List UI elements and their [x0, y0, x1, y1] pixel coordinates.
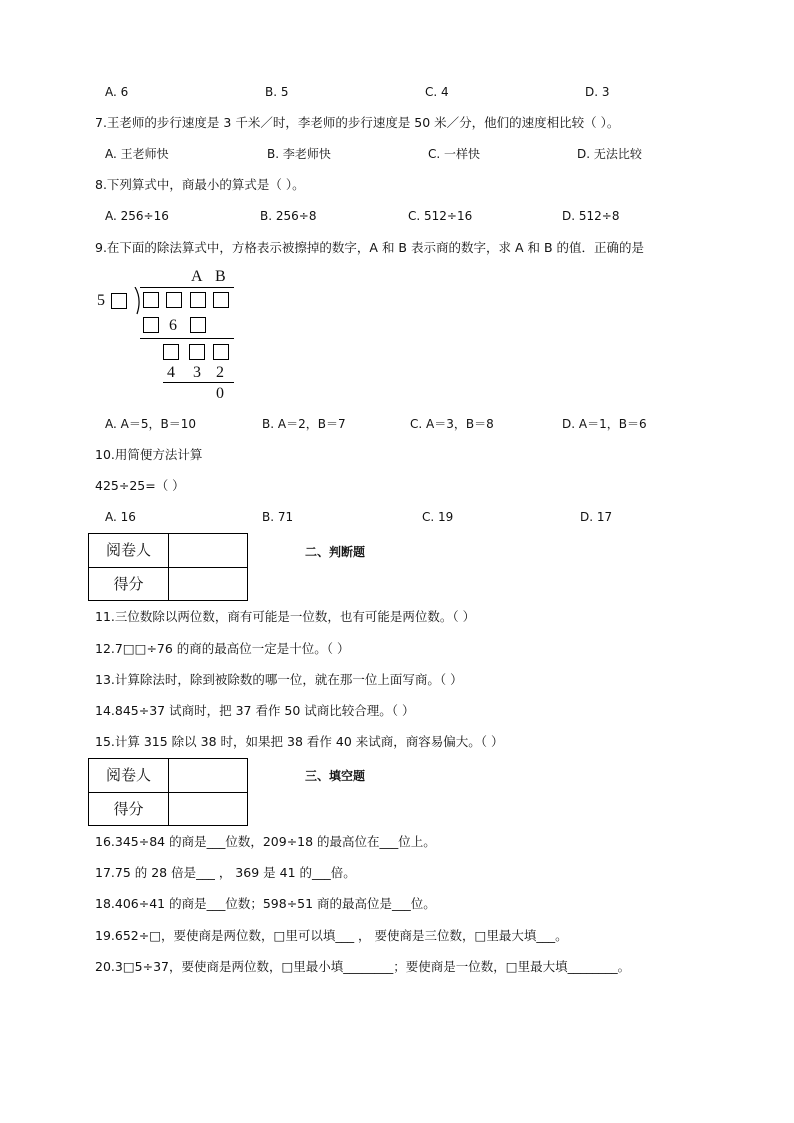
reviewer-label: 阅卷人 — [105, 541, 151, 559]
q10-option-a: A. 16 — [105, 510, 136, 524]
q6-option-b: B. 5 — [265, 85, 289, 99]
question-9: 9.在下面的除法算式中，方格表示被擦掉的数字，A 和 B 表示商的数字，求 A 和 B 的值．正确的是 — [95, 240, 644, 255]
score-box — [88, 758, 248, 826]
q7-option-a: A. 王老师快 — [105, 147, 169, 161]
question-10-expression: 425÷25=（ ） — [95, 478, 185, 493]
q10-option-d: D. 17 — [580, 510, 613, 524]
reviewer-label: 阅卷人 — [105, 766, 151, 784]
subtraction-line — [140, 338, 234, 339]
q8-option-d: D. 512÷8 — [562, 209, 620, 223]
question-8: 8.下列算式中，商最小的算式是（ ）。 — [95, 177, 305, 192]
section-title-fill-blank: 三、填空题 — [305, 769, 366, 783]
question-7: 7.王老师的步行速度是 3 千米／时，李老师的步行速度是 50 米／分，他们的速度相比较（ ）。 — [95, 115, 620, 130]
quotient-a: A — [191, 268, 203, 285]
section-title-judgement: 二、判断题 — [305, 545, 366, 559]
question-17: 17.75 的 28 倍是___ ， 369 是 41 的___倍。 — [95, 865, 356, 880]
q8-option-a: A. 256÷16 — [105, 209, 169, 223]
division-bar — [140, 287, 234, 288]
erased-digit-box — [166, 292, 182, 308]
question-16: 16.345÷84 的商是___位数，209÷18 的最高位在___位上。 — [95, 834, 436, 849]
remainder-digit: 0 — [216, 385, 224, 402]
product-digit: 2 — [216, 364, 224, 381]
erased-digit-box — [190, 292, 206, 308]
subtraction-line — [163, 382, 234, 383]
division-bracket — [133, 287, 143, 315]
quotient-b: B — [215, 268, 226, 285]
q9-option-d: D. A＝1，B＝6 — [562, 417, 647, 431]
q8-option-b: B. 256÷8 — [260, 209, 317, 223]
erased-digit-box — [143, 317, 159, 333]
question-14: 14.845÷37 试商时，把 37 看作 50 试商比较合理。（ ） — [95, 703, 415, 718]
question-15: 15.计算 315 除以 38 时，如果把 38 看作 40 来试商，商容易偏大。（ ） — [95, 734, 504, 749]
q6-option-c: C. 4 — [425, 85, 449, 99]
question-20: 20.3□5÷37，要使商是两位数，□里最小填________；要使商是一位数，□里最大填________。 — [95, 959, 631, 974]
erased-digit-box — [213, 292, 229, 308]
erased-digit-box — [163, 344, 179, 360]
question-13: 13.计算除法时，除到被除数的哪一位，就在那一位上面写商。（ ） — [95, 672, 463, 687]
score-box — [88, 533, 248, 601]
question-18: 18.406÷41 的商是___位数；598÷51 商的最高位是___位。 — [95, 896, 436, 911]
q7-option-d: D. 无法比较 — [577, 147, 642, 161]
product-digit: 6 — [169, 317, 177, 334]
q6-option-d: D. 3 — [585, 85, 610, 99]
question-19: 19.652÷□，要使商是两位数，□里可以填___ ， 要使商是三位数，□里最大填___。 — [95, 928, 568, 943]
q9-option-c: C. A＝3，B＝8 — [410, 417, 494, 431]
q7-option-c: C. 一样快 — [428, 147, 481, 161]
q10-option-c: C. 19 — [422, 510, 454, 524]
q6-option-a: A. 6 — [105, 85, 129, 99]
q8-option-c: C. 512÷16 — [408, 209, 473, 223]
erased-digit-box — [190, 317, 206, 333]
product-digit: 4 — [167, 364, 175, 381]
product-digit: 3 — [193, 364, 201, 381]
score-label: 得分 — [113, 575, 144, 593]
divisor-digit: 5 — [97, 292, 105, 309]
erased-digit-box — [189, 344, 205, 360]
question-10: 10.用简便方法计算 — [95, 447, 203, 462]
q9-option-b: B. A＝2，B＝7 — [262, 417, 346, 431]
score-label: 得分 — [113, 800, 144, 818]
question-11: 11.三位数除以两位数，商有可能是一位数，也有可能是两位数。（ ） — [95, 609, 476, 624]
question-12: 12.7□□÷76 的商的最高位一定是十位。（ ） — [95, 641, 350, 656]
erased-digit-box — [143, 292, 159, 308]
erased-digit-box — [213, 344, 229, 360]
q10-option-b: B. 71 — [262, 510, 294, 524]
erased-digit-box — [111, 293, 127, 309]
q9-option-a: A. A＝5，B＝10 — [105, 417, 196, 431]
q7-option-b: B. 李老师快 — [267, 147, 331, 161]
